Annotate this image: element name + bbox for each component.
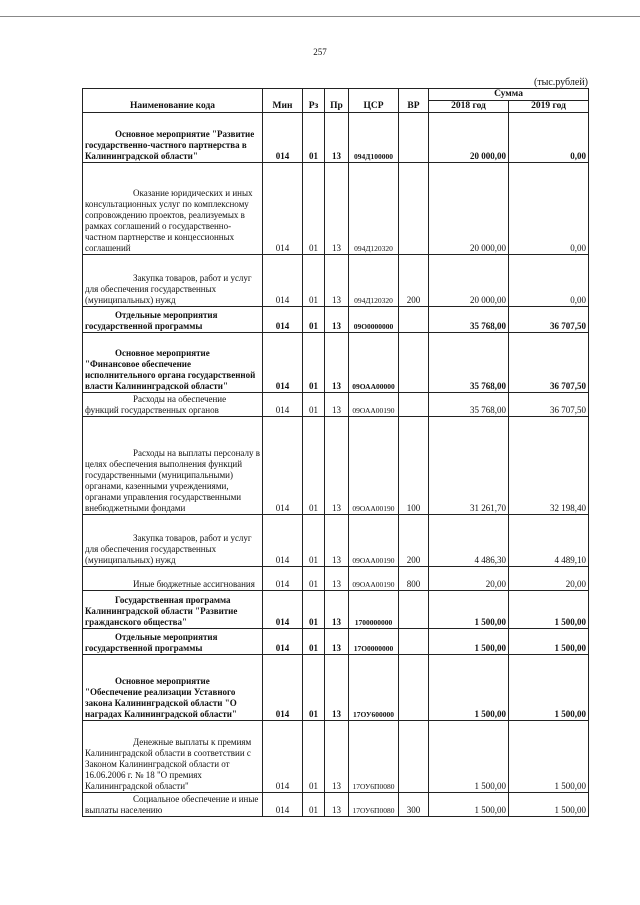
cell-csr: 094Д120320 [349, 163, 399, 255]
cell-vr: 200 [399, 255, 429, 307]
row-name-text: Оказание юридических и иных консультационных услуг по комплексному сопровождению проектов, реализуемых в рамках соглашений о государственно-частном партнерстве и концессионных соглашений [85, 188, 253, 253]
row-name-text: Основное мероприятие "Обеспечение реализации Уставного закона Калининградской области "О наградах Калининградской области" [85, 676, 237, 719]
row-name-text: Закупка товаров, работ и услуг для обеспечения государственных (муниципальных) нужд [85, 273, 252, 305]
cell-2018: 1 500,00 [429, 721, 509, 793]
cell-2019: 4 489,10 [509, 515, 589, 567]
cell-2019: 36 707,50 [509, 307, 589, 333]
cell-min: 014 [263, 255, 303, 307]
cell-min: 014 [263, 567, 303, 591]
cell-pr: 13 [325, 255, 349, 307]
top-rule [0, 16, 640, 17]
cell-name [83, 333, 263, 393]
cell-pr: 13 [325, 515, 349, 567]
cell-min: 014 [263, 515, 303, 567]
cell-pr: 13 [325, 163, 349, 255]
budget-table [82, 88, 589, 817]
cell-name [83, 793, 263, 817]
cell-vr [399, 163, 429, 255]
cell-rz: 01 [303, 163, 325, 255]
cell-2018: 20,00 [429, 567, 509, 591]
cell-vr [399, 307, 429, 333]
cell-2019: 1 500,00 [509, 591, 589, 629]
cell-rz: 01 [303, 307, 325, 333]
cell-rz: 01 [303, 393, 325, 417]
cell-2019: 0,00 [509, 163, 589, 255]
cell-2018: 4 486,30 [429, 515, 509, 567]
cell-vr [399, 655, 429, 721]
cell-min: 014 [263, 163, 303, 255]
cell-csr: 09ОАА00190 [349, 567, 399, 591]
cell-2018: 35 768,00 [429, 393, 509, 417]
cell-min: 014 [263, 793, 303, 817]
cell-csr: 09ОАА00190 [349, 417, 399, 515]
cell-csr: 09ОАА00190 [349, 393, 399, 417]
cell-rz: 01 [303, 255, 325, 307]
row-name-text: Отдельные мероприятия государственной программы [85, 632, 218, 653]
cell-csr: 09О0000000 [349, 307, 399, 333]
cell-rz: 01 [303, 113, 325, 163]
table-row [83, 393, 589, 417]
cell-pr: 13 [325, 393, 349, 417]
table-row [83, 629, 589, 655]
cell-csr: 1700000000 [349, 591, 399, 629]
cell-name [83, 307, 263, 333]
cell-csr: 09ОАА00190 [349, 515, 399, 567]
cell-name [83, 515, 263, 567]
cell-2018: 1 500,00 [429, 793, 509, 817]
cell-2018: 35 768,00 [429, 307, 509, 333]
cell-min: 014 [263, 629, 303, 655]
table-row [83, 567, 589, 591]
cell-vr: 300 [399, 793, 429, 817]
cell-pr: 13 [325, 721, 349, 793]
cell-2019: 32 198,40 [509, 417, 589, 515]
cell-2019: 1 500,00 [509, 721, 589, 793]
cell-min: 014 [263, 417, 303, 515]
cell-2018: 35 768,00 [429, 333, 509, 393]
page-number: 257 [313, 47, 327, 57]
cell-2018: 1 500,00 [429, 629, 509, 655]
table-row [83, 793, 589, 817]
cell-pr: 13 [325, 333, 349, 393]
cell-pr: 13 [325, 793, 349, 817]
table-row [83, 721, 589, 793]
row-name-text: Социальное обеспечение и иные выплаты населению [85, 794, 259, 815]
table-row [83, 655, 589, 721]
cell-csr: 17ОУ600000 [349, 655, 399, 721]
row-name-text: Денежные выплаты к премиям Калининградской области в соответствии с Законом Калининградской области от 16.06.2006 г. № 18 "О премиях Калининградской области" [85, 737, 252, 791]
cell-rz: 01 [303, 417, 325, 515]
cell-name [83, 163, 263, 255]
row-name-text: Основное мероприятие "Развитие государственно-частного партнерства в Калининградской области" [85, 129, 255, 161]
cell-rz: 01 [303, 629, 325, 655]
cell-2019: 0,00 [509, 255, 589, 307]
cell-vr [399, 721, 429, 793]
cell-name [83, 721, 263, 793]
cell-pr: 13 [325, 307, 349, 333]
cell-min: 014 [263, 307, 303, 333]
cell-csr: 17ОУ6П0080 [349, 721, 399, 793]
cell-2018: 20 000,00 [429, 255, 509, 307]
cell-vr [399, 629, 429, 655]
cell-csr: 094Д100000 [349, 113, 399, 163]
row-name-text: Государственная программа Калининградской области "Развитие гражданского общества" [85, 595, 238, 627]
cell-vr [399, 113, 429, 163]
cell-2019: 20,00 [509, 567, 589, 591]
cell-rz: 01 [303, 721, 325, 793]
header-name: Наименование кода [83, 89, 263, 113]
table-row [83, 307, 589, 333]
row-name-text: Отдельные мероприятия государственной программы [85, 310, 218, 331]
cell-pr: 13 [325, 591, 349, 629]
cell-csr: 09ОАА00000 [349, 333, 399, 393]
table-row [83, 417, 589, 515]
header-rz: Рз [303, 89, 325, 113]
cell-2018: 20 000,00 [429, 163, 509, 255]
cell-vr: 200 [399, 515, 429, 567]
row-name-text: Расходы на обеспечение функций государственных органов [85, 394, 227, 415]
cell-2018: 1 500,00 [429, 655, 509, 721]
cell-vr [399, 333, 429, 393]
cell-2019: 1 500,00 [509, 655, 589, 721]
cell-name [83, 113, 263, 163]
cell-min: 014 [263, 591, 303, 629]
cell-min: 014 [263, 333, 303, 393]
cell-2019: 1 500,00 [509, 793, 589, 817]
header-sum: Сумма [429, 89, 589, 101]
cell-pr: 13 [325, 567, 349, 591]
cell-min: 014 [263, 655, 303, 721]
row-name-text: Расходы на выплаты персоналу в целях обеспечения выполнения функций государственными (муниципальными) органами, казенными учреждениями, органами управления государственными внебюджетными фондами [85, 448, 260, 513]
header-vr: ВР [399, 89, 429, 113]
row-name-text: Иные бюджетные ассигнования [133, 579, 255, 589]
cell-pr: 13 [325, 417, 349, 515]
cell-rz: 01 [303, 515, 325, 567]
cell-vr: 800 [399, 567, 429, 591]
cell-name [83, 591, 263, 629]
header-min: Мин [263, 89, 303, 113]
cell-2019: 0,00 [509, 113, 589, 163]
header-2019: 2019 год [509, 101, 589, 113]
cell-csr: 17О0000000 [349, 629, 399, 655]
units-label: (тыс.рублей) [533, 77, 588, 88]
cell-vr [399, 591, 429, 629]
cell-2019: 1 500,00 [509, 629, 589, 655]
cell-pr: 13 [325, 629, 349, 655]
cell-name [83, 417, 263, 515]
cell-vr: 100 [399, 417, 429, 515]
cell-rz: 01 [303, 333, 325, 393]
cell-rz: 01 [303, 567, 325, 591]
cell-2019: 36 707,50 [509, 393, 589, 417]
cell-csr: 094Д120320 [349, 255, 399, 307]
cell-pr: 13 [325, 113, 349, 163]
cell-name [83, 629, 263, 655]
cell-2019: 36 707,50 [509, 333, 589, 393]
cell-rz: 01 [303, 655, 325, 721]
cell-2018: 31 261,70 [429, 417, 509, 515]
table-row [83, 113, 589, 163]
cell-min: 014 [263, 721, 303, 793]
header-csr: ЦСР [349, 89, 399, 113]
cell-rz: 01 [303, 793, 325, 817]
cell-name [83, 567, 263, 591]
cell-name [83, 255, 263, 307]
table-row [83, 591, 589, 629]
table-row [83, 333, 589, 393]
header-pr: Пр [325, 89, 349, 113]
cell-2018: 20 000,00 [429, 113, 509, 163]
cell-min: 014 [263, 393, 303, 417]
cell-name [83, 655, 263, 721]
table-row [83, 255, 589, 307]
cell-pr: 13 [325, 655, 349, 721]
cell-name [83, 393, 263, 417]
table-row [83, 163, 589, 255]
cell-2018: 1 500,00 [429, 591, 509, 629]
cell-rz: 01 [303, 591, 325, 629]
table-row [83, 515, 589, 567]
header-2018: 2018 год [429, 101, 509, 113]
cell-csr: 17ОУ6П0080 [349, 793, 399, 817]
cell-vr [399, 393, 429, 417]
cell-min: 014 [263, 113, 303, 163]
row-name-text: Основное мероприятие "Финансовое обеспечение исполнительного органа государственной власти Калининградской области" [85, 348, 256, 391]
row-name-text: Закупка товаров, работ и услуг для обеспечения государственных (муниципальных) нужд [85, 533, 252, 565]
